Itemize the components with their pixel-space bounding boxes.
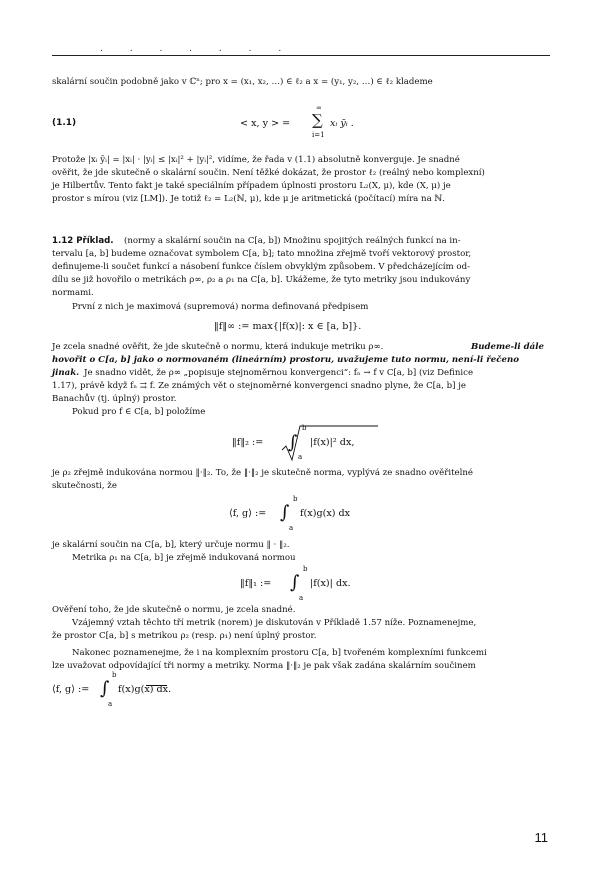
example-line-4: dílu se již hovořilo o metrikách ρ∞, ρ₂ a ρ₁ na C[a, b]. Ukážeme, že tyto metriky jsou indukovány <box>52 275 471 285</box>
eq-l2-upper-limit: b <box>302 424 307 432</box>
eq-l1-lower-limit: a <box>299 594 304 602</box>
nakonec-line-1: Nakonec poznamenejme, že i na komplexním prostoru C[a, b] tvořeném komplexními funkcemi <box>72 648 487 658</box>
eq-inner-body: f(x)g(x) dx <box>300 508 351 519</box>
first-norm-intro: První z nich je maximová (supremová) norma definovaná předpisem <box>72 302 369 312</box>
para-sup-line-5: Banachův (tj. úplný) prostor. <box>52 394 177 404</box>
intro-line: skalární součin podobně jako v ℂⁿ; pro x = (x₁, x₂, …) ∈ ℓ₂ a x = (y₁, y₂, …) ∈ ℓ₂ klademe <box>52 77 433 87</box>
paragraph-protoze-line-4: prostor s mírou (viz [LM]). Je totiž ℓ₂ = L₂(ℕ, μ), kde μ je aritmetická (počítací) míra na ℕ. <box>52 194 446 204</box>
eq-1-1-sum-bottom: i=1 <box>312 131 325 139</box>
para-inner: je skalární součin na C[a, b], který určuje normu ‖ · ‖₂. <box>52 540 290 550</box>
para-l2-line-1: je ρ₂ zřejmě indukována normou ‖·‖₂. To, že ‖·‖₂ je skutečně norma, vyplývá ze snadno ověřitelné <box>52 468 473 478</box>
eq-l1-lhs: ‖f‖₁ := <box>240 578 272 589</box>
eq-complex-lhs: ⟨f, g⟩ := <box>52 684 90 695</box>
paragraph-protoze-line-2: ověřit, že jde skutečně o skalární součin. Není těžké dokázat, že prostor ℓ₂ (reálný nebo komplexní) <box>52 168 485 178</box>
eq-inner-upper-limit: b <box>293 495 298 503</box>
equation-label: (1.1) <box>52 118 77 128</box>
eq-1-1-sum-top: ∞ <box>316 104 322 112</box>
example-label: 1.12 Příklad. <box>52 236 114 246</box>
vzajemny-line-2: že prostor C[a, b] s metrikou ρ₂ (resp. ρ₁) není úplný prostor. <box>52 631 317 641</box>
example-line-3: definujeme-li součet funkcí a násobení funkce číslem obvyklým způsobem. V předcházejícím od- <box>52 262 471 272</box>
eq-inner-lower-limit: a <box>289 524 294 532</box>
overeni-line: Ověření toho, že jde skutečně o normu, je zcela snadné. <box>52 605 296 615</box>
example-line-2: tervalu [a, b] budeme označovat symbolem C[a, b]; tato množina zřejmě tvoří vektorový prostor, <box>52 249 472 259</box>
eq-l1-integral-sign: ∫ <box>290 572 300 593</box>
eq-1-1-lhs: < x, y > = <box>240 118 291 129</box>
para-sup-line-1a: Je zcela snadné ověřit, že jde skutečně o normu, která indukuje metriku ρ∞. <box>52 342 384 352</box>
eq-complex-lower-limit: a <box>108 700 113 708</box>
para-l2-line-2: skutečnosti, že <box>52 481 117 491</box>
eq-l2-integral-sign: ∫ <box>288 432 298 453</box>
nakonec-line-2: lze uvažovat odpovídající tři normy a metriky. Norma ‖·‖₂ je pak však zadána skalárním součinem <box>52 661 476 671</box>
para-sup-line-4: 1.17), právě když fₙ ⇉ f. Ze známých vět o stejnoměrné konvergenci snadno plyne, že C[a, b] je <box>52 381 466 391</box>
running-header-marks: . . . . . . . <box>100 44 294 54</box>
eq-l2-lhs: ‖f‖₂ := <box>232 437 264 448</box>
eq-complex-upper-limit: b <box>112 671 117 679</box>
pokud-line: Pokud pro f ∈ C[a, b] položíme <box>72 407 206 417</box>
eq-inner-lhs: ⟨f, g⟩ := <box>229 508 267 519</box>
eq-complex-body: f(x)g(x) dx. <box>118 684 172 695</box>
eq-1-1-sum-symbol: ∑ <box>312 111 323 129</box>
para-sup-line-2: hovořit o C[a, b] jako o normovaném (lineárním) prostoru, uvažujeme tuto normu, není-li řečeno <box>52 355 519 365</box>
eq-l2-body: |f(x)|² dx, <box>310 437 355 448</box>
eq-l2-lower-limit: a <box>298 453 303 461</box>
example-line-1: (normy a skalární součin na C[a, b]) Množinu spojitých reálných funkcí na in- <box>124 236 461 246</box>
metrika-line: Metrika ρ₁ na C[a, b] je zřejmě indukovaná normou <box>72 553 296 563</box>
eq-l1-body: |f(x)| dx. <box>310 578 351 589</box>
header-rule <box>52 55 550 56</box>
vzajemny-line-1: Vzájemný vztah těchto tří metrik (norem) je diskutován v Příkladě 1.57 níže. Poznamenejme, <box>72 618 477 628</box>
equation-max-norm: ‖f‖∞ := max{|f(x)|: x ∈ [a, b]}. <box>214 321 362 332</box>
eq-inner-integral-sign: ∫ <box>280 502 290 523</box>
page-number: 11 <box>534 830 548 845</box>
para-sup-line-3b: Je snadno vidět, že ρ∞ „popisuje stejnoměrnou konvergenci“: fₙ → f v C[a, b] (viz Definice <box>84 368 474 378</box>
eq-l1-upper-limit: b <box>303 565 308 573</box>
eq-complex-integral-sign: ∫ <box>100 678 110 699</box>
paragraph-protoze-line-3: je Hilbertův. Tento fakt je také speciálním případem úplnosti prostoru L₂(X, μ), kde (X, μ) je <box>52 181 451 191</box>
example-line-5: normami. <box>52 288 94 298</box>
paragraph-protoze-line-1: Protože |xᵢ ȳᵢ| = |xᵢ| · |yᵢ| ≤ |xᵢ|² + |yᵢ|², vidíme, že řada v (1.1) absolutně konverguje. Je snadné <box>52 155 460 165</box>
eq-complex-conjugate-bar <box>146 685 167 686</box>
para-sup-line-1b: Budeme-li dále <box>471 342 544 352</box>
running-header <box>52 44 550 56</box>
eq-1-1-rhs: xᵢ ȳᵢ . <box>330 118 354 129</box>
para-sup-line-3a: jinak. <box>52 368 80 378</box>
